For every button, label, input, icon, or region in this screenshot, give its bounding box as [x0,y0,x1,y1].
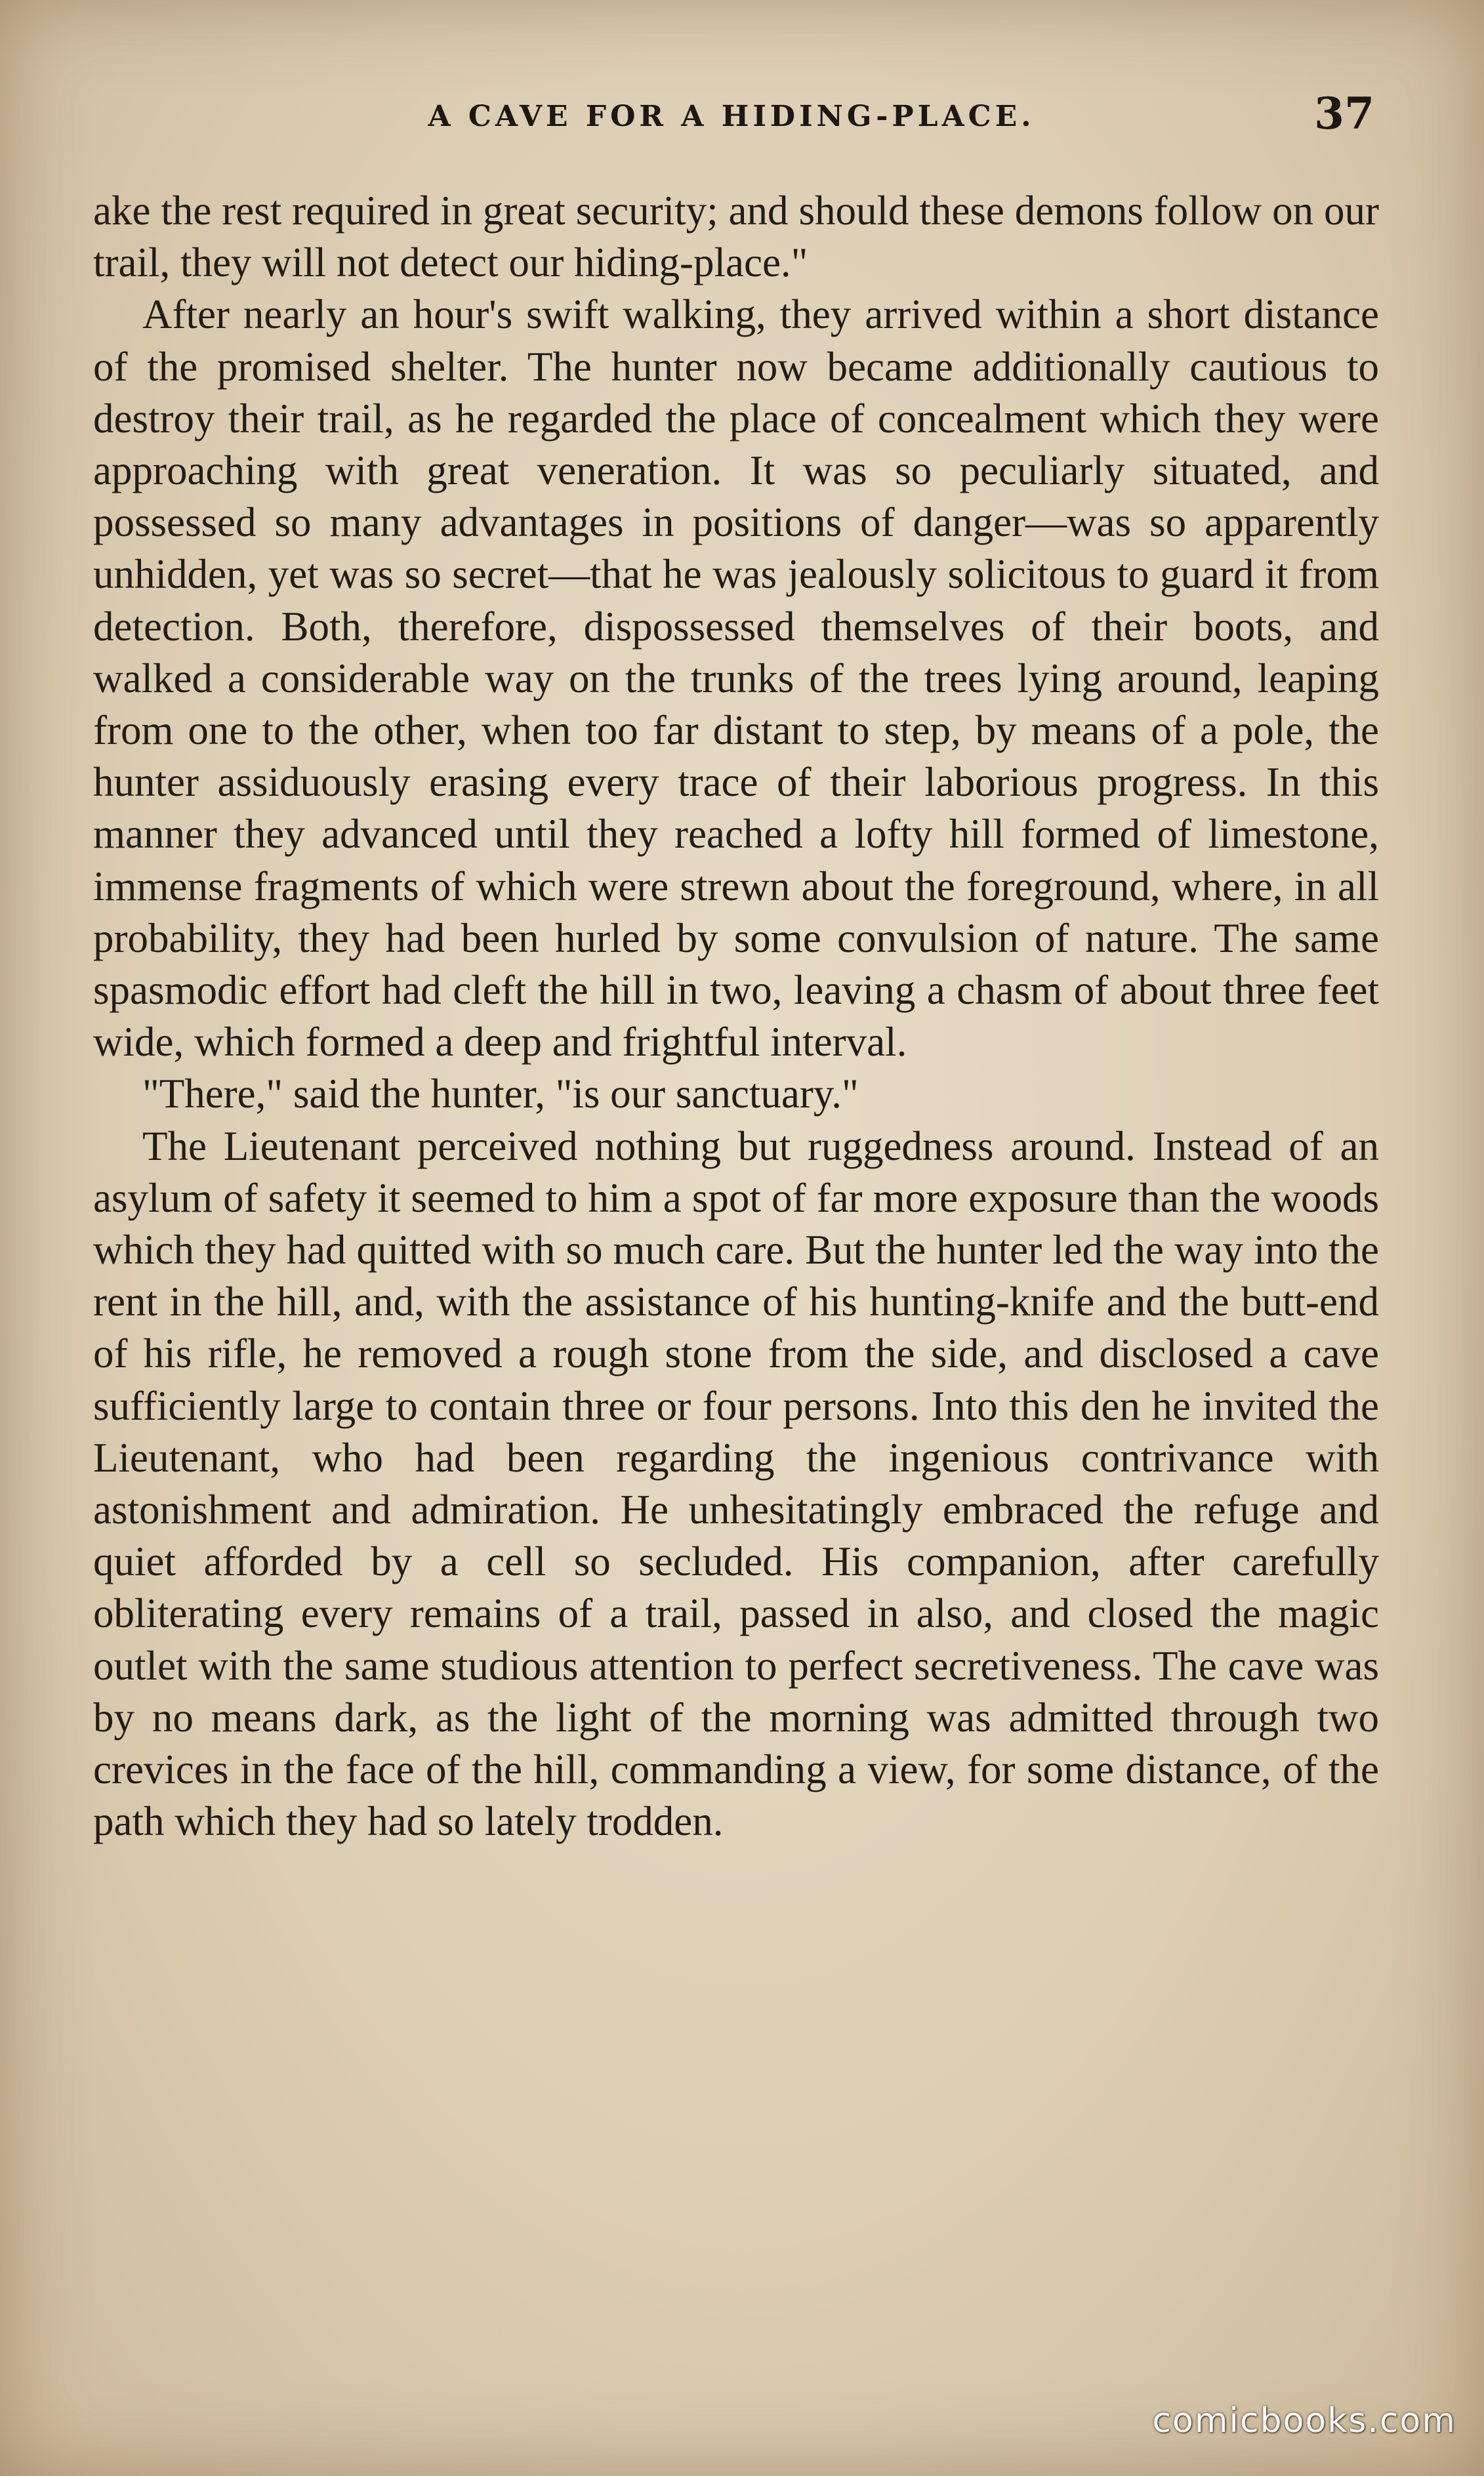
paragraph-continuation: ake the rest required in great security; and should these demons follow on our trail, they will not detect our hiding-place." [93,188,1379,286]
site-watermark: comicbooks.com [1152,2401,1456,2441]
paragraph-after-walking: After nearly an hour's swift walking, they arrived within a short distance of the promised shelter. The hunter now became additionally cautious to destroy their trail, as he regarded the place of concealment which they were approaching with great veneration. It was so peculiarly situated, and possessed so many advantages in positions of danger—was so apparently unhidden, yet was so secret—that he was jealously solicitous to guard it from detection. Both, therefore, dispossessed themselves of their boots, and walked a considerable way on the trunks of the trees lying around, leaping from one to the other, when too far distant to step, by means of a pole, the hunter assiduously erasing every trace of their laborious progress. In this manner they advanced until they reached a lofty hill formed of limestone, immense fragments of which were strewn about the foreground, where, in all probability, they had been hurled by some convulsion of nature. The same spasmodic effort had cleft the hill in two, leaving a chasm of about three feet wide, which formed a deep and frightful interval. [93,291,1379,1065]
page-number: 37 [1314,88,1374,139]
paragraph-lieutenant: The Lieutenant perceived nothing but ruggedness around. Instead of an asylum of safety it seemed to him a spot of far more exposure than the woods which they had quitted with so much care. But the hunter led the way into the rent in the hill, and, with the assistance of his hunting-knife and the butt-end of his rifle, he removed a rough stone from the side, and disclosed a cave sufficiently large to contain three or four persons. Into this den he invited the Lieutenant, who had been regarding the ingenious contrivance with astonishment and admiration. He unhesitatingly embraced the refuge and quiet afforded by a cell so secluded. His companion, after carefully obliterating every remains of a trail, passed in also, and closed the magic outlet with the same studious attention to perfect secretiveness. The cave was by no means dark, as the light of the morning was admitted through two crevices in the face of the hill, commanding a view, for some distance, of the path which they had so lately trodden. [93,1123,1379,1845]
paragraph-sanctuary-quote: "There," said the hunter, "is our sanctuary." [142,1071,859,1117]
running-head [0,88,1484,143]
body-text [93,185,1379,1848]
chapter-running-title: A CAVE FOR A HIDING-PLACE. [428,100,1035,133]
